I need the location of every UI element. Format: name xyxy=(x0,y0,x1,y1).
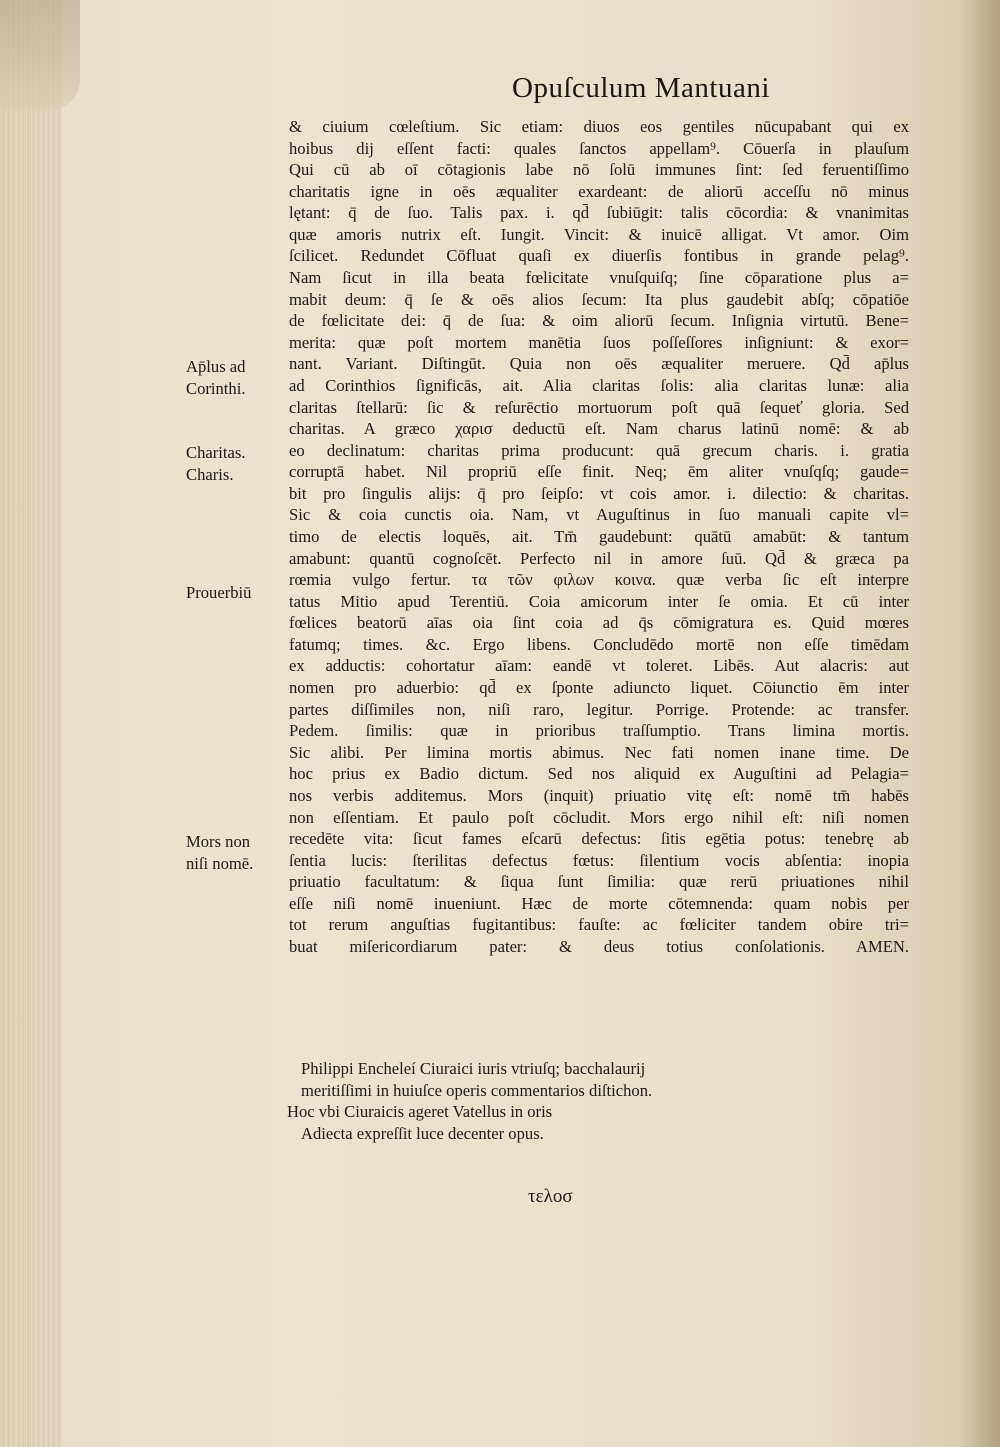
text-line: fatumq; times. &c. Ergo libens. Concludēdo mortē non eſſe timēdam xyxy=(289,634,909,654)
text-line: hoc prius ex Badio dictum. Sed nos aliquid ex Auguſtini ad Pelagia= xyxy=(289,764,909,784)
text-line: hoibus dij eſſent facti: quales ſanctos appellam⁹. Cōuerſa in plauſum xyxy=(289,138,909,158)
text-line: mabit deum: q̄ ſe & oēs alios ſecum: Ita plus gaudebit abſq; cōpatiōe xyxy=(289,289,909,309)
text-line: priuatio facultatum: & ſiqua ſunt ſimilia: quæ rerū priuationes nihil xyxy=(289,872,909,892)
text-line: ſentia lucis: ſterilitas defectus fœtus: ſilentium vocis abſentia: inopia xyxy=(289,850,909,870)
text-line: Sic alibi. Per limina mortis abimus. Nec fati nomen inane time. De xyxy=(289,742,909,762)
text-line: recedēte vita: ſicut fames eſcarū defectus: ſitis egētia potus: tenebrę ab xyxy=(289,829,909,849)
margin-note-line: Mors non xyxy=(186,832,251,851)
text-line: merita: quæ poſt mortem manētia ſuos poſſeſſores inſigniunt: & exor= xyxy=(289,332,909,352)
text-line: partes diſſimiles non, niſi raro, legitur. Porrige. Protende: ac transfer. xyxy=(289,699,909,719)
text-line: nos verbis additemus. Mors (inquit) priuatio vitę eſt: nomē tm̄ habēs xyxy=(289,785,909,805)
text-line: tatus Mitio apud Terentiū. Coia amicorum inter ſe omia. Et cū inter xyxy=(289,591,909,611)
text-line: claritas ſtellarū: ſic & reſurēctio mortuorum poſt quā ſequeť gloria. Sed xyxy=(289,397,909,417)
text-line: quæ amoris nutrix eſt. Iungit. Vincit: & inuicē alligat. Vt amor. Oim xyxy=(289,224,909,244)
text-line: bit pro ſingulis alijs: q̄ pro ſeipſo: vt cois amor. i. dilectio: & charitas. xyxy=(289,483,909,503)
text-line: lętant: q̄ de ſuo. Talis pax. i. qd̄ ſubiūgit: talis cōcordia: & vnanimitas xyxy=(289,203,909,223)
text-line: ad Corinthios ſignificās, ait. Alia claritas ſolis: alia claritas lunæ: alia xyxy=(289,375,909,395)
colophon-line: Philippi Encheleí Ciuraici iuris vtriuſq; bacchalaurij xyxy=(301,1059,646,1078)
colophon-line: meritiſſimi in huiuſce operis commentarios diſtichon. xyxy=(301,1080,653,1100)
margin-note-line: Corinthi. xyxy=(186,378,246,398)
text-line: Sic & coia cunctis oia. Nam, vt Auguſtinus in ſuo manuali capite vl= xyxy=(289,505,909,525)
margin-note-corinthians xyxy=(186,356,290,399)
text-line: non eſſentiam. Et paulo poſt cōcludit. Mors ergo nihil eſt: niſi nomen xyxy=(289,807,909,827)
text-line: charitas. A græco χαρισ deductū eſt. Nam charus latinū nomē: & ab xyxy=(289,419,909,439)
text-line: tot rerum anguſtias fugitantibus: fauſte: ac fœliciter tandem obire tri= xyxy=(289,915,909,935)
margin-note-line: Charis. xyxy=(186,464,234,484)
text-line: amabunt: quantū cognoſcēt. Perfecto nil in amore ſuū. Qd̄ & græca pa xyxy=(289,548,909,568)
text-line: nant. Variant. Diſtingūt. Quia non oēs æqualiter meruere. Qd̄ ap̄lus xyxy=(289,354,909,374)
colophon-line: Adiecta expreſſit luce decenter opus. xyxy=(301,1123,544,1143)
text-line: de fœlicitate dei: q̄ de ſua: & oim aliorū ſecum. Inſignia virtutū. Bene= xyxy=(289,311,909,331)
running-head: Opuſculum Mantuani xyxy=(512,72,770,104)
margin-note-mors xyxy=(186,831,290,874)
text-line: buat miſericordiarum pater: & deus totius conſolationis. AMEN. xyxy=(289,936,909,956)
commentary-text xyxy=(289,116,909,958)
text-line: eſſe niſi nomē inueniunt. Hæc de morte cōtemnenda: quam nobis per xyxy=(289,893,909,913)
margin-note-line: Prouerbiū xyxy=(186,583,252,602)
text-line: Qui cū ab oī cōtagionis labe nō ſolū immunes ſint: ſed feruentiſſimo xyxy=(289,160,909,180)
text-line: nomen pro aduerbio: qd̄ ex ſponte adiuncto liquet. Cōiunctio ēm inter xyxy=(289,678,909,698)
text-line: & ciuium cœleſtium. Sic etiam: diuos eos gentiles nūcupabant qui ex xyxy=(289,117,909,136)
closing-word: τελοσ xyxy=(528,1186,573,1207)
text-line: Nam ſicut in illa beata fœlicitate vnuſquiſq; ſine cōparatione plus a= xyxy=(289,268,909,288)
text-line: eo declinatum: charitas prima producunt: quā grecum charis. i. gratia xyxy=(289,440,909,460)
margin-note-charitas xyxy=(186,442,290,485)
margin-note-line: Ap̄lus ad xyxy=(186,357,246,376)
margin-note-prouerbium xyxy=(186,582,290,604)
margin-note-line: Charitas. xyxy=(186,443,246,462)
text-line: timo de electis loquēs, ait. Tm̄ gaudebunt: quātū amabūt: & tantum xyxy=(289,526,909,546)
page-corner-shadow xyxy=(0,0,80,110)
colophon-line: Hoc vbi Ciuraicis ageret Vatellus in oris xyxy=(287,1102,553,1121)
text-line: ex adductis: cohortatur aīam: eandē vt toleret. Libēs. Aut alacris: aut xyxy=(289,656,909,676)
colophon xyxy=(287,1058,847,1144)
margin-note-line: niſi nomē. xyxy=(186,853,254,873)
text-line: charitatis igne in oēs æqualiter exardeant: de aliorū acceſſu nō minus xyxy=(289,181,909,201)
page-edges xyxy=(0,0,62,1447)
text-line: corruptā habet. Nil propriū eſſe finit. Neq; ēm aliter vnuſqſq; gaude= xyxy=(289,462,909,482)
gutter-shadow xyxy=(960,0,1000,1447)
text-line: rœmia vulgo fertur. τα τῶν φιλων κοινα. quæ verba ſic eſt interpre xyxy=(289,570,909,590)
text-line: Pedem. ſimilis: quæ in prioribus traſſumptio. Trans limina mortis. xyxy=(289,721,909,741)
text-line: ſcilicet. Redundet Cōfluat quaſi ex diuerſis fontibus in grande pelag⁹. xyxy=(289,246,909,266)
text-line: fœlices beatorū aīas oia ſint coia ad q̄s cōmigratura es. Quid mœres xyxy=(289,613,909,633)
